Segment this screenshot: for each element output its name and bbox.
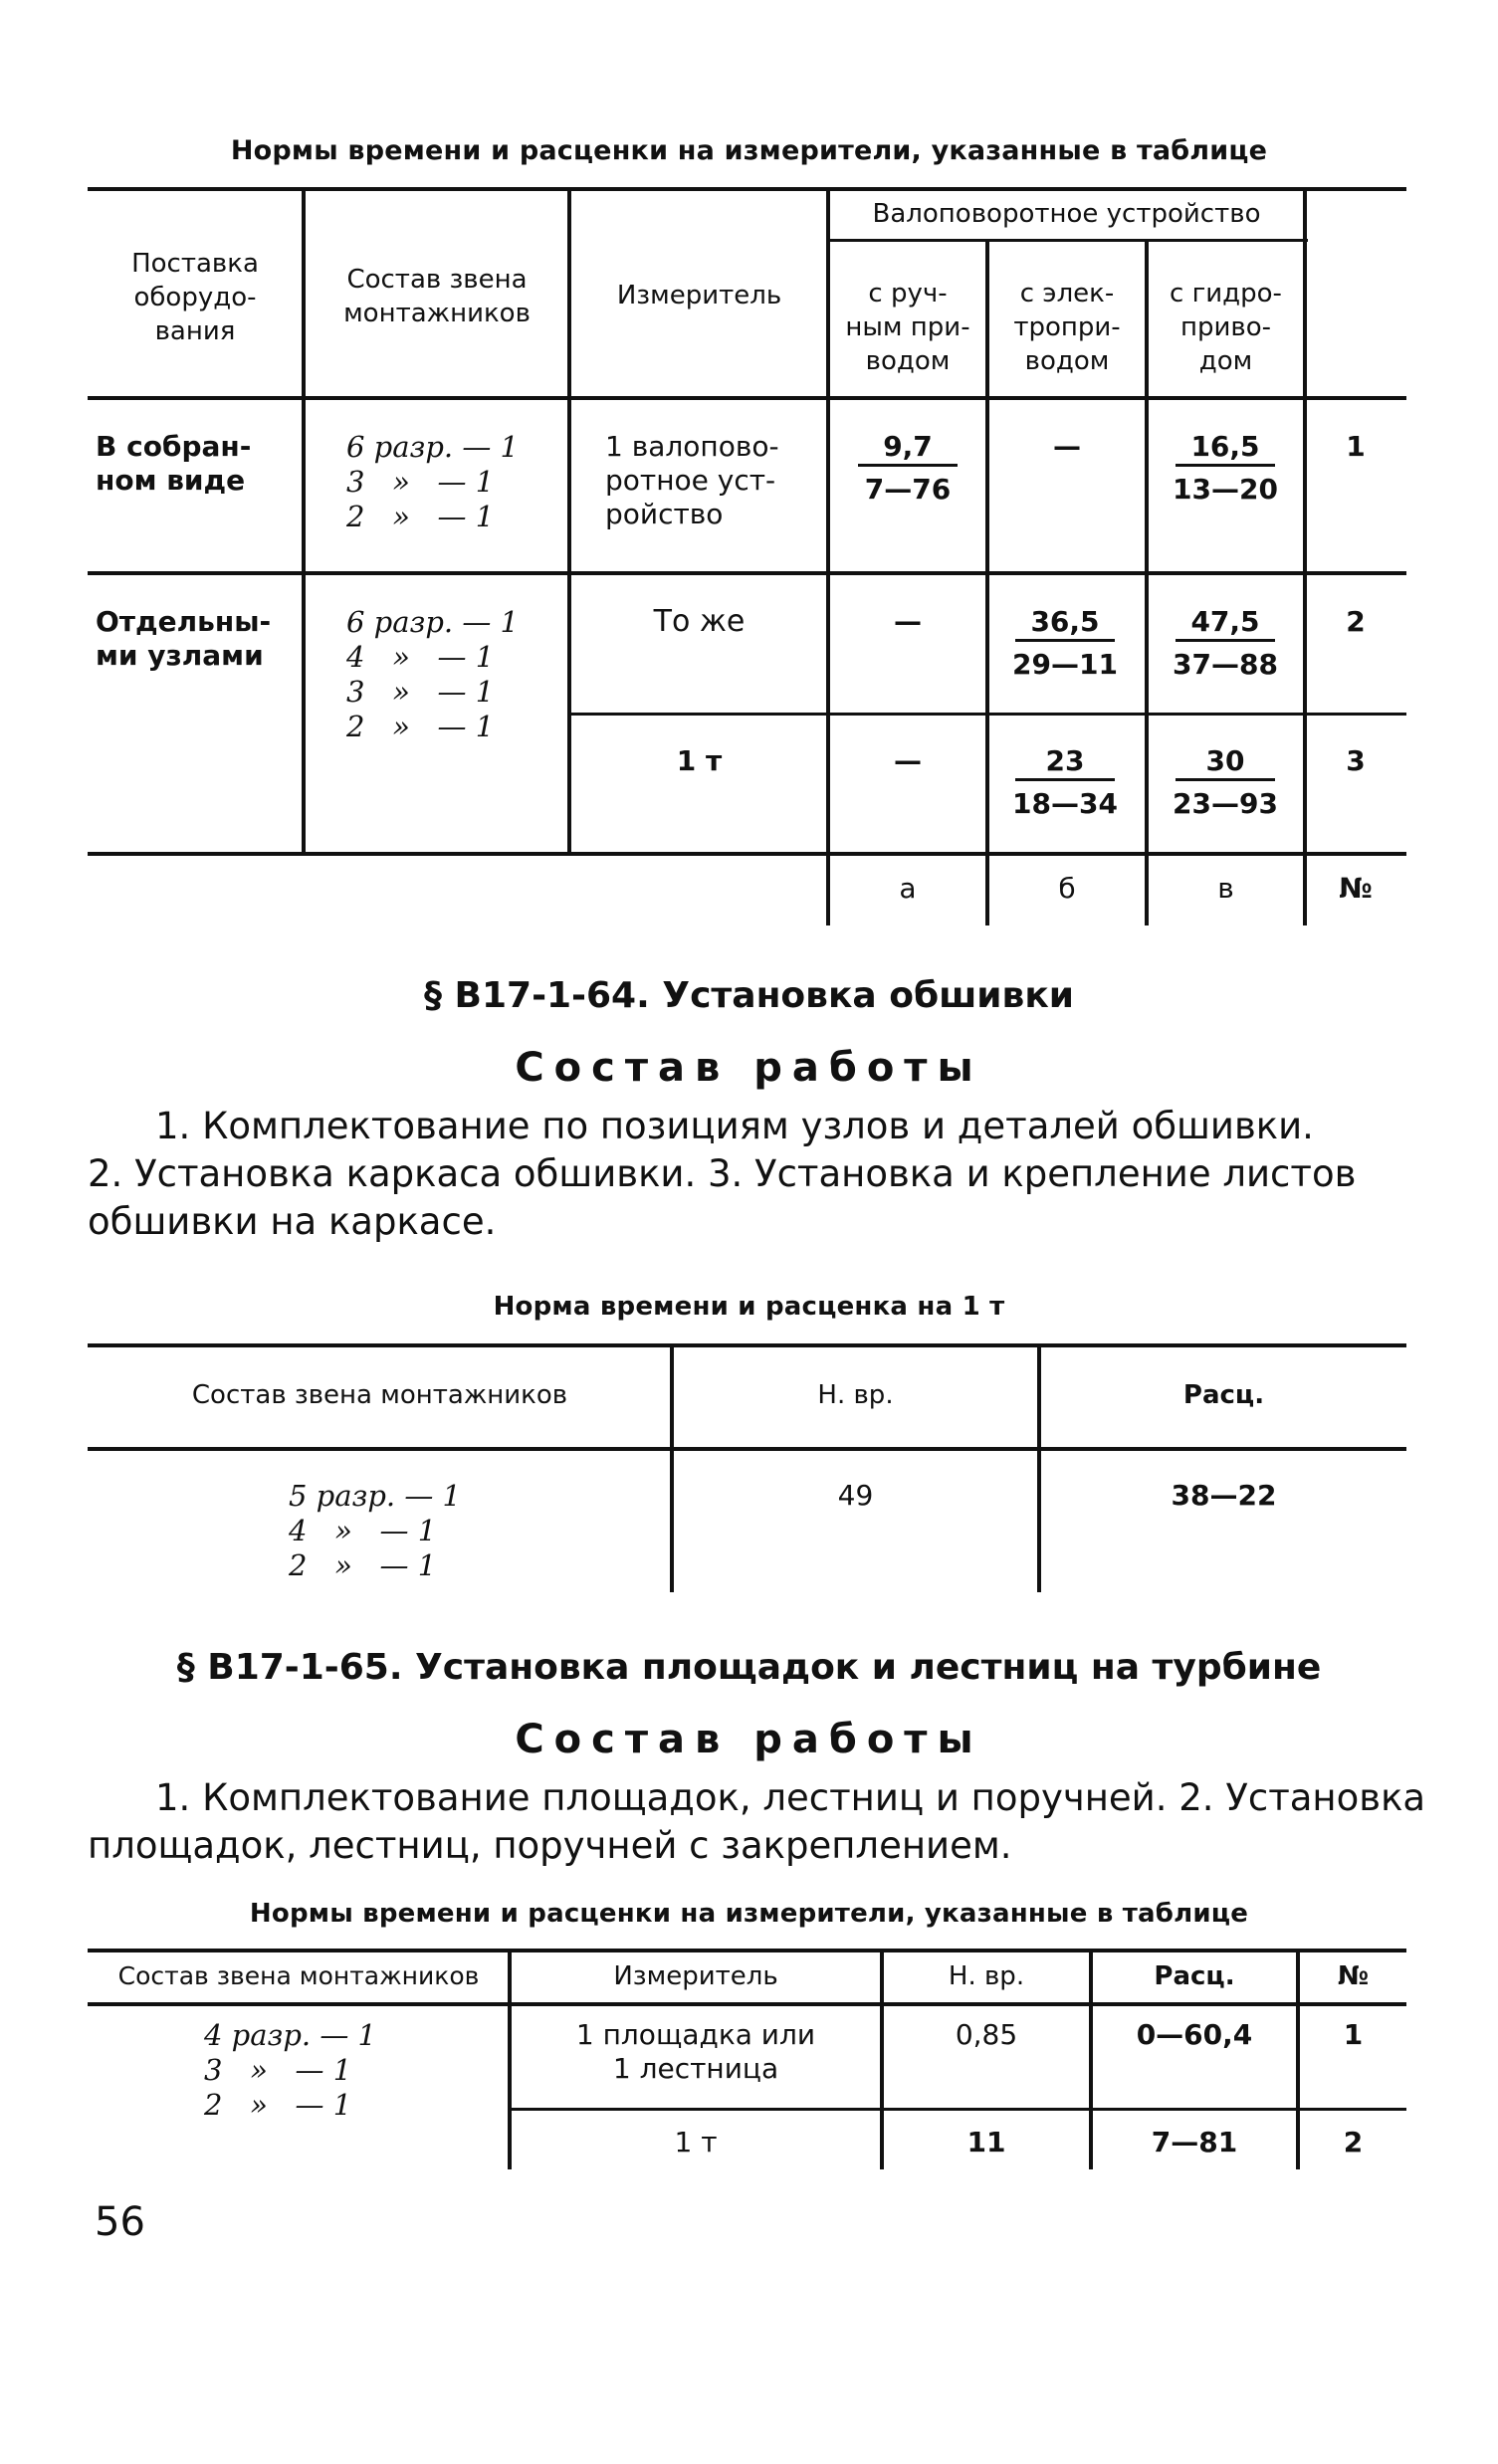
header-col-c: с гидро- приво- дом (1170, 279, 1282, 376)
footer-number-sign: № (1339, 872, 1373, 905)
section64-line: 2. Установка каркаса обшивки. 3. Установка и крепление листов (88, 1152, 1357, 1195)
row1-col-b-dash: — (1053, 430, 1081, 463)
footer-col-a: а (899, 872, 917, 905)
row2-crew: 6 разр. — 1 4 » — 1 3 » — 1 2 » — 1 (346, 605, 520, 743)
table1-caption: Нормы времени и расценки на измерители, указанные в таблице (230, 135, 1268, 166)
row1-number: 1 (1346, 430, 1366, 463)
header-meter: Измеритель (616, 281, 782, 310)
section64-work-composition-heading: Состав работы (515, 1045, 983, 1091)
section64-rate-value: 38—22 (1171, 1479, 1277, 1512)
row1-col-c-value: 16,5 13—20 (1173, 430, 1278, 506)
section65-row2-norm: 11 (966, 2126, 1006, 2158)
section64-table-caption: Норма времени и расценка на 1 т (493, 1292, 1005, 1322)
section65-row2-rate: 7—81 (1151, 2126, 1238, 2158)
section64-header-rate: Расц. (1182, 1380, 1265, 1410)
header-supply: Поставка оборудо- вания (131, 249, 259, 346)
section65-header-norm: Н. вр. (948, 1961, 1025, 1991)
section65-header-crew: Состав звена монтажников (117, 1961, 480, 1990)
header-col-b: с элек- тропри- водом (1013, 279, 1121, 376)
section65-header-rate: Расц. (1154, 1961, 1235, 1991)
header-group-shaft-turning-device: Валоповоротное устройство (872, 199, 1261, 229)
section64-line: 1. Комплектование по позициям узлов и деталей обшивки. (155, 1105, 1314, 1147)
section65-crew: 4 разр. — 1 3 » — 1 2 » — 1 (204, 2018, 377, 2122)
section65-paragraph (88, 1774, 1426, 1870)
section64-title: § В17-1-64. Установка обшивки (424, 975, 1074, 1016)
section65-row1-meter: 1 площадка или 1 лестница (575, 2018, 816, 2085)
footer-col-c: в (1217, 872, 1234, 905)
section64-header-crew: Состав звена монтажников (191, 1380, 568, 1410)
section65-header-meter: Измеритель (613, 1961, 778, 1991)
section65-line: 1. Комплектование площадок, лестниц и поручней. 2. Установка (155, 1776, 1426, 1819)
row1-meter: 1 валопово- ротное уст- ройство (605, 430, 779, 530)
row3-col-c-value: 30 23—93 (1173, 744, 1278, 820)
row3-number: 3 (1346, 744, 1366, 777)
row2-number: 2 (1346, 605, 1366, 638)
row1-supply: В собран- ном виде (96, 430, 252, 497)
row3-col-b-value: 23 18—34 (1012, 744, 1118, 820)
section64-norm-value: 49 (837, 1479, 874, 1512)
section64-paragraph (88, 1103, 1411, 1246)
section65-table-caption: Нормы времени и расценки на измерители, указанные в таблице (249, 1899, 1249, 1929)
row2-supply: Отдельны- ми узлами (96, 605, 272, 672)
row2-meter: То же (653, 604, 746, 639)
section65-row2-number: 2 (1343, 2126, 1364, 2158)
section65-row1-number: 1 (1343, 2018, 1364, 2051)
row1-crew: 6 разр. — 1 3 » — 1 2 » — 1 (346, 430, 520, 533)
section65-header-number: № (1337, 1961, 1370, 1991)
row3-meter: 1 т (676, 744, 723, 777)
row1-col-a-value: 9,7 7—76 (838, 430, 977, 507)
section65-row1-rate: 0—60,4 (1136, 2018, 1253, 2051)
section64-header-norm: Н. вр. (817, 1380, 894, 1410)
row3-col-a-dash: — (894, 744, 922, 777)
header-col-a: с руч- ным при- водом (845, 279, 970, 376)
section65-row1-norm: 0,85 (955, 2018, 1018, 2051)
section65-row2-meter: 1 т (674, 2126, 718, 2158)
row2-col-b-value: 36,5 29—11 (1012, 605, 1118, 681)
section65-work-composition-heading: Состав работы (515, 1717, 983, 1762)
section64-crew: 5 разр. — 1 4 » — 1 2 » — 1 (289, 1479, 462, 1582)
page-number: 56 (95, 2199, 145, 2245)
section65-line: площадок, лестниц, поручней с закреплением. (88, 1824, 1012, 1867)
section65-title: § В17-1-65. Установка площадок и лестниц на турбине (176, 1647, 1322, 1688)
row2-col-c-value: 47,5 37—88 (1173, 605, 1278, 681)
header-crew: Состав звена монтажников (343, 265, 531, 328)
row2-col-a-dash: — (894, 605, 922, 638)
section64-line: обшивки на каркасе. (88, 1200, 497, 1243)
footer-col-b: б (1058, 872, 1076, 905)
